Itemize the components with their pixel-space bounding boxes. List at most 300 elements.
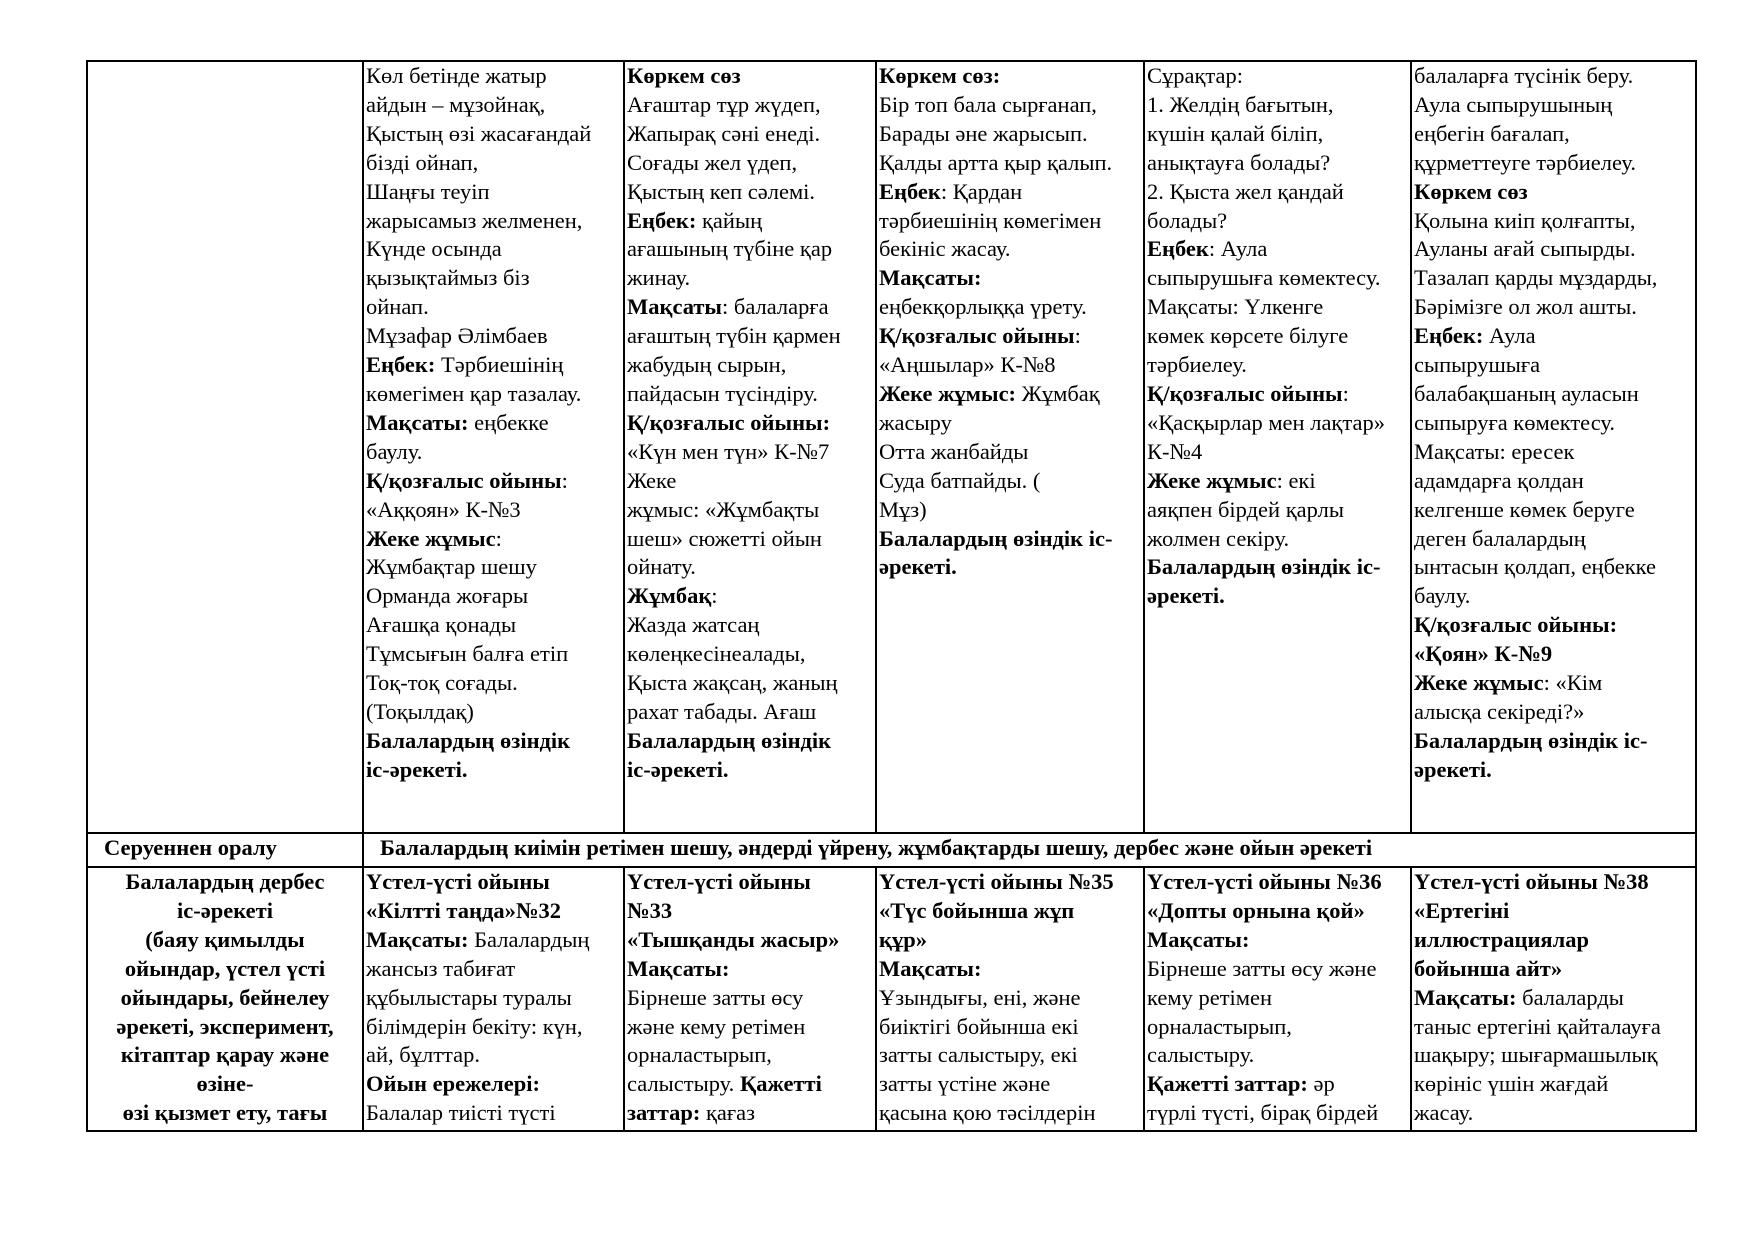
text-segment: келгенше көмек беруге: [1414, 496, 1635, 522]
text-segment: еңбекқорлыққа үрету.: [879, 294, 1087, 320]
cell-line: [879, 525, 1141, 554]
text-segment: жолмен секіру.: [1147, 525, 1290, 551]
bold-segment: Үстел-үсті ойыны №35: [879, 869, 1114, 894]
cell-line: [627, 1041, 873, 1070]
cell-line: [879, 120, 1141, 149]
cell-line: [1414, 1099, 1693, 1128]
cell-line: [1147, 91, 1408, 120]
text-segment: ағаштың түбін қармен: [627, 323, 841, 349]
cell-line: [366, 926, 621, 955]
text-segment: және кему ретімен: [627, 1013, 806, 1039]
cell-line: [627, 727, 873, 756]
cell-line: [627, 149, 873, 178]
cell-line: [1414, 120, 1693, 149]
bold-segment: Көркем сөз: [627, 63, 741, 88]
text-segment: Бәрімізге ол жол ашты.: [1414, 294, 1637, 320]
cell-line: [1147, 322, 1408, 351]
text-segment: әр: [1307, 1071, 1335, 1097]
text-segment: : «Кім: [1543, 670, 1603, 696]
cell-line: [1414, 1013, 1693, 1042]
text-segment: көлеңкесінеалады,: [627, 641, 806, 667]
bold-segment: Еңбек: [1147, 236, 1209, 262]
cell-line: [627, 1013, 873, 1042]
text-segment: балаларды: [1516, 984, 1624, 1010]
cell-line: [1147, 62, 1408, 91]
cell-line: [879, 62, 1141, 91]
text-segment: анықтауға болады?: [1147, 149, 1331, 175]
text-segment: Суда батпайды. (: [879, 467, 1041, 493]
text-segment: ойнату.: [627, 554, 696, 580]
text-segment: Ауланы ағай сыпырды.: [1414, 236, 1636, 262]
independent-cell-1: [363, 867, 624, 1131]
label-line: (баяу қимылды: [145, 926, 305, 952]
text-segment: Барады әне жарысып.: [879, 120, 1088, 146]
text-segment: К-№4: [1147, 438, 1203, 464]
text-segment: жұмыс: «Жұмбақты: [627, 496, 820, 522]
text-segment: «Аңшылар» К-№8: [879, 352, 1056, 378]
text-segment: Мақсаты: ересек: [1414, 438, 1575, 464]
cell-line: [627, 955, 873, 984]
cell-line: [627, 438, 873, 467]
text-segment: Жапырақ сәні енеді.: [627, 120, 821, 146]
text-segment: Күнде осында: [366, 236, 502, 262]
text-segment: Қыста жақсаң, жаның: [627, 670, 838, 696]
text-segment: биіктігі бойынша екі: [879, 1013, 1079, 1039]
text-segment: қасына қою тәсілдерін: [879, 1100, 1096, 1126]
text-segment: : Қардан: [940, 178, 1023, 204]
cell-line: [1147, 438, 1408, 467]
text-segment: Сұрақтар:: [1147, 63, 1244, 88]
cell-line: [627, 380, 873, 409]
text-segment: ай, бұлттар.: [366, 1042, 481, 1068]
cell-line: [627, 698, 873, 727]
bold-segment: Қ/қозғалыс ойыны: [366, 467, 562, 493]
text-segment: баулу.: [1414, 583, 1471, 609]
bold-segment: құр»: [879, 926, 927, 952]
bold-segment: Жеке жұмыс: [366, 525, 496, 551]
cell-line: [1147, 1041, 1408, 1070]
bold-segment: Жеке жұмыс: [1147, 467, 1277, 493]
text-segment: Тұмсығын балға етіп: [366, 641, 569, 667]
text-segment: Тазалап қарды мұздарды,: [1414, 265, 1658, 291]
bold-segment: Жеке жұмыс:: [879, 380, 1017, 406]
independent-cell-4: [1144, 867, 1411, 1131]
text-segment: қағаз: [700, 1100, 756, 1126]
cell-line: [1414, 1041, 1693, 1070]
text-segment: Аула сыпырушының: [1414, 91, 1613, 117]
cell-line: [627, 611, 873, 640]
text-segment: Жұмбақ: [1016, 380, 1100, 406]
return-activities: Балалардың киімін ретімен шешу, әндерді үйрену, жұмбақтарды шешу, дербес және ойын әрекеті: [363, 833, 1696, 867]
cell-line: [879, 1041, 1141, 1070]
cell-line: [627, 897, 873, 926]
bold-segment: Жұмбақ: [627, 583, 712, 609]
cell-line: [366, 62, 621, 91]
cell-line: [366, 1070, 621, 1099]
text-segment: тәрбиелеу.: [1147, 352, 1247, 378]
cell-line: [1147, 380, 1408, 409]
text-segment: рахат табады. Ағаш: [627, 698, 817, 724]
cell-line: [879, 553, 1141, 582]
text-segment: қайың: [696, 207, 763, 233]
text-segment: Бірнеше затты өсу және: [1147, 955, 1377, 981]
cell-line: [1414, 553, 1693, 582]
text-segment: :: [561, 467, 568, 493]
cell-line: [366, 611, 621, 640]
cell-line: [366, 582, 621, 611]
text-segment: жасыру: [879, 409, 952, 435]
text-segment: :: [1342, 380, 1349, 406]
cell-line: [366, 984, 621, 1013]
cell-line: [366, 868, 621, 897]
cell-line: [627, 91, 873, 120]
text-segment: көрініс үшін жағдай: [1414, 1071, 1609, 1097]
label-line: өзі қызмет ету, тағы: [122, 1100, 328, 1126]
text-segment: : екі: [1276, 467, 1316, 493]
bold-segment: Көркем сөз:: [879, 63, 1001, 88]
cell-line: [1414, 467, 1693, 496]
bold-segment: әрекеті.: [879, 554, 957, 580]
text-segment: Аула: [1483, 323, 1536, 349]
text-segment: білімдерін бекіту: күн,: [366, 1013, 583, 1039]
text-segment: болады?: [1147, 207, 1228, 233]
walk-cell-5: [1411, 61, 1696, 833]
cell-line: [366, 293, 621, 322]
walk-cell-1: [363, 61, 624, 833]
bold-segment: «Түс бойынша жұп: [879, 897, 1075, 923]
cell-line: [1414, 91, 1693, 120]
text-segment: Қолына киіп қолғапты,: [1414, 207, 1636, 233]
cell-line: [366, 496, 621, 525]
cell-line: [1414, 727, 1693, 756]
bold-segment: Мақсаты: [627, 294, 722, 320]
bold-segment: заттар:: [627, 1100, 701, 1126]
cell-line: [366, 467, 621, 496]
text-segment: «Күн мен түн» К-№7: [627, 438, 830, 464]
label-line: іс-әрекеті: [177, 897, 273, 923]
cell-line: [879, 1099, 1141, 1128]
cell-line: [1147, 1070, 1408, 1099]
cell-line: [366, 149, 621, 178]
cell-line: [366, 235, 621, 264]
cell-line: [1147, 264, 1408, 293]
cell-line: [1147, 897, 1408, 926]
cell-line: [627, 525, 873, 554]
text-segment: жарысамыз желменен,: [366, 207, 583, 233]
cell-line: [366, 1099, 621, 1128]
text-segment: салыстыру.: [627, 1071, 740, 1097]
bold-segment: «Ертегіні: [1414, 897, 1510, 923]
cell-line: [1414, 984, 1693, 1013]
text-segment: алысқа секіреді?»: [1414, 698, 1585, 724]
cell-line: [879, 207, 1141, 236]
cell-line: [1414, 380, 1693, 409]
text-segment: Ағашқа қонады: [366, 612, 517, 638]
cell-line: [1414, 640, 1693, 669]
bold-segment: Көркем сөз: [1414, 178, 1528, 204]
text-segment: Шаңғы теуіп: [366, 178, 490, 204]
cell-line: [1414, 698, 1693, 727]
cell-line: [879, 149, 1141, 178]
walk-row: [87, 61, 1696, 833]
bold-segment: Қажетті заттар:: [1147, 1071, 1308, 1097]
cell-line: [366, 669, 621, 698]
text-segment: жасау.: [1414, 1100, 1474, 1126]
cell-line: [1414, 868, 1693, 897]
text-segment: құбылыстары туралы: [366, 984, 572, 1010]
text-segment: таныс ертегіні қайталауға: [1414, 1013, 1661, 1039]
cell-line: [1414, 264, 1693, 293]
cell-line: [627, 235, 873, 264]
cell-line: [627, 553, 873, 582]
cell-line: [1147, 1013, 1408, 1042]
text-segment: Қыстың кеп сәлемі.: [627, 178, 816, 204]
text-segment: сыпырушыға көмектесу.: [1147, 265, 1381, 291]
bold-segment: Мақсаты:: [366, 409, 469, 435]
cell-line: [366, 1013, 621, 1042]
cell-line: [1414, 62, 1693, 91]
cell-line: [366, 409, 621, 438]
bold-segment: «Кілтті таңда»№32: [366, 897, 561, 923]
cell-line: [879, 984, 1141, 1013]
cell-line: [1414, 525, 1693, 554]
cell-line: [879, 409, 1141, 438]
cell-line: [366, 207, 621, 236]
cell-line: [1147, 293, 1408, 322]
text-segment: тәрбиешінің көмегімен: [879, 207, 1102, 233]
cell-line: [366, 380, 621, 409]
text-segment: :: [711, 583, 718, 609]
text-segment: Жұмбақтар шешу: [366, 554, 537, 580]
cell-line: [1414, 1070, 1693, 1099]
text-segment: көмегімен қар тазалау.: [366, 380, 582, 406]
cell-line: [1414, 149, 1693, 178]
cell-line: [627, 1070, 873, 1099]
bold-segment: іс-әрекеті.: [366, 756, 468, 782]
text-segment: Қыстың өзі жасағандай: [366, 120, 592, 146]
cell-line: [627, 322, 873, 351]
text-segment: Мақсаты: Үлкенге: [1147, 294, 1324, 320]
text-segment: балаларға түсінік беру.: [1414, 63, 1634, 88]
cell-line: [366, 1041, 621, 1070]
cell-line: [1147, 207, 1408, 236]
cell-line: [627, 120, 873, 149]
text-segment: Жазда жатсаң: [627, 612, 760, 638]
cell-line: [627, 467, 873, 496]
cell-line: [1414, 955, 1693, 984]
text-segment: Балалардың: [468, 926, 590, 952]
cell-line: [879, 1070, 1141, 1099]
bold-segment: Еңбек:: [366, 352, 436, 378]
bold-segment: Мақсаты:: [879, 265, 982, 291]
cell-line: [627, 264, 873, 293]
bold-segment: иллюстрациялар: [1414, 926, 1589, 952]
cell-line: [366, 727, 621, 756]
cell-line: [366, 351, 621, 380]
label-line: Балалардың дербес: [125, 869, 325, 894]
cell-line: [366, 178, 621, 207]
bold-segment: Қ/қозғалыс ойыны:: [627, 409, 831, 435]
bold-segment: Жеке жұмыс: [1414, 670, 1544, 696]
label-line: ойындары, бейнелеу: [120, 984, 330, 1010]
text-segment: ойнап.: [366, 294, 429, 320]
text-segment: Мұзафар Әлімбаев: [366, 323, 548, 349]
walk-cell-3: [876, 61, 1144, 833]
text-segment: :: [1074, 323, 1081, 349]
cell-line: [1147, 926, 1408, 955]
cell-line: [1147, 351, 1408, 380]
text-segment: жабудың сырын,: [627, 352, 787, 378]
cell-line: [879, 955, 1141, 984]
bold-segment: Мақсаты:: [366, 926, 469, 952]
cell-line: [627, 669, 873, 698]
independent-cell-2: [624, 867, 876, 1131]
cell-line: [627, 926, 873, 955]
cell-line: [1147, 149, 1408, 178]
cell-line: [627, 351, 873, 380]
text-segment: шеш» сюжетті ойын: [627, 525, 822, 551]
bold-segment: №33: [627, 897, 673, 923]
cell-line: [1147, 235, 1408, 264]
bold-segment: «Допты орнына қой»: [1147, 897, 1365, 923]
text-segment: затты үстіне және: [879, 1071, 1051, 1097]
cell-line: [1147, 582, 1408, 611]
cell-line: [1147, 553, 1408, 582]
bold-segment: әрекеті.: [1414, 756, 1492, 782]
bold-segment: Қ/қозғалыс ойыны:: [1414, 612, 1618, 638]
bold-segment: Үстел-үсті ойыны: [366, 869, 550, 894]
text-segment: еңбекке: [468, 409, 549, 435]
text-segment: балабақшаның ауласын: [1414, 380, 1639, 406]
text-segment: Бір топ бала сырғанап,: [879, 91, 1097, 117]
cell-line: [1414, 293, 1693, 322]
text-segment: ынтасын қолдап, еңбекке: [1414, 554, 1657, 580]
bold-segment: бойынша айт»: [1414, 955, 1563, 981]
text-segment: пайдасын түсіндіру.: [627, 380, 818, 406]
bold-segment: Балалардың өзіндік: [627, 727, 832, 753]
text-segment: 1. Желдің бағытын,: [1147, 91, 1334, 117]
text-segment: баулу.: [366, 438, 423, 464]
text-segment: (Тоқылдақ): [366, 698, 474, 724]
cell-line: [366, 120, 621, 149]
text-segment: Ұзындығы, ені, және: [879, 984, 1081, 1010]
cell-line: [879, 264, 1141, 293]
cell-line: [879, 91, 1141, 120]
bold-segment: «Тышқанды жасыр»: [627, 926, 840, 952]
label-line: өзіне-: [196, 1071, 254, 1097]
cell-line: [627, 62, 873, 91]
cell-line: [1414, 235, 1693, 264]
text-segment: салыстыру.: [1147, 1042, 1255, 1068]
cell-line: [879, 351, 1141, 380]
independent-label-cell: [87, 867, 363, 1131]
cell-line: [879, 438, 1141, 467]
cell-line: [879, 380, 1141, 409]
text-segment: еңбегін бағалап,: [1414, 120, 1570, 146]
text-segment: «Қасқырлар мен лақтар»: [1147, 409, 1385, 435]
bold-segment: Үстел-үсті ойыны №36: [1147, 869, 1382, 894]
cell-line: [1414, 409, 1693, 438]
cell-line: [627, 496, 873, 525]
walk-cell-4: [1144, 61, 1411, 833]
text-segment: күшін қалай біліп,: [1147, 120, 1324, 146]
text-segment: 2. Қыста жел қандай: [1147, 178, 1344, 204]
cell-line: [879, 496, 1141, 525]
text-segment: Мұз): [879, 496, 927, 522]
text-segment: : балаларға: [722, 294, 829, 320]
cell-line: [366, 955, 621, 984]
cell-line: [1414, 322, 1693, 351]
text-segment: орналастырып,: [1147, 1013, 1292, 1039]
cell-line: [627, 409, 873, 438]
bold-segment: Еңбек:: [1414, 323, 1484, 349]
bold-segment: Балалардың өзіндік іс-: [1414, 727, 1648, 753]
text-segment: көмек көрсете білуге: [1147, 323, 1349, 349]
cell-line: [879, 322, 1141, 351]
text-segment: Бірнеше затты өсу: [627, 984, 804, 1010]
cell-line: [1414, 496, 1693, 525]
cell-line: [1414, 926, 1693, 955]
cell-line: [1414, 582, 1693, 611]
cell-line: [366, 897, 621, 926]
bold-segment: Қ/қозғалыс ойыны: [1147, 380, 1343, 406]
cell-line: [1147, 984, 1408, 1013]
text-segment: «Аққоян» К-№3: [366, 496, 521, 522]
cell-line: [879, 868, 1141, 897]
text-segment: сыпырушыға: [1414, 352, 1541, 378]
cell-line: [627, 1099, 873, 1128]
bold-segment: Мақсаты:: [1414, 984, 1517, 1010]
cell-line: [366, 438, 621, 467]
cell-line: [366, 91, 621, 120]
cell-line: [1147, 525, 1408, 554]
text-segment: Отта жанбайды: [879, 438, 1029, 464]
text-segment: Соғады жел үдеп,: [627, 149, 798, 175]
text-segment: Қалды артта қыр қалып.: [879, 149, 1113, 175]
cell-line: [879, 178, 1141, 207]
text-segment: Көл бетінде жатыр: [366, 63, 547, 88]
bold-segment: «Қоян» К-№9: [1414, 641, 1553, 667]
cell-line: [366, 322, 621, 351]
text-segment: түрлі түсті, бірақ бірдей: [1147, 1100, 1379, 1126]
cell-line: [366, 756, 621, 785]
cell-line: [1147, 178, 1408, 207]
bold-segment: Балалардың өзіндік: [366, 727, 571, 753]
plan-table: [86, 60, 1697, 1132]
bold-segment: Ойын ережелері:: [366, 1071, 540, 1097]
text-segment: айдын – мұзойнақ,: [366, 91, 546, 117]
text-segment: Ағаштар тұр жүдеп,: [627, 91, 821, 117]
return-row: [87, 833, 1696, 867]
cell-line: [1414, 207, 1693, 236]
bold-segment: Үстел-үсті ойыны: [627, 869, 811, 894]
text-segment: Тәрбиешінің: [435, 352, 564, 378]
text-segment: бекініс жасау.: [879, 236, 1011, 262]
text-segment: Жеке: [627, 467, 677, 493]
cell-line: [627, 293, 873, 322]
bold-segment: Еңбек:: [627, 207, 697, 233]
cell-line: [879, 293, 1141, 322]
cell-line: [627, 207, 873, 236]
cell-line: [1147, 496, 1408, 525]
text-segment: адамдарға қолдан: [1414, 467, 1584, 493]
cell-line: [1414, 897, 1693, 926]
bold-segment: Қажетті: [739, 1071, 822, 1097]
cell-line: [1414, 611, 1693, 640]
text-segment: қызықтаймыз біз: [366, 265, 530, 291]
text-segment: шақыру; шығармашылық: [1414, 1042, 1658, 1068]
cell-line: [1414, 438, 1693, 467]
